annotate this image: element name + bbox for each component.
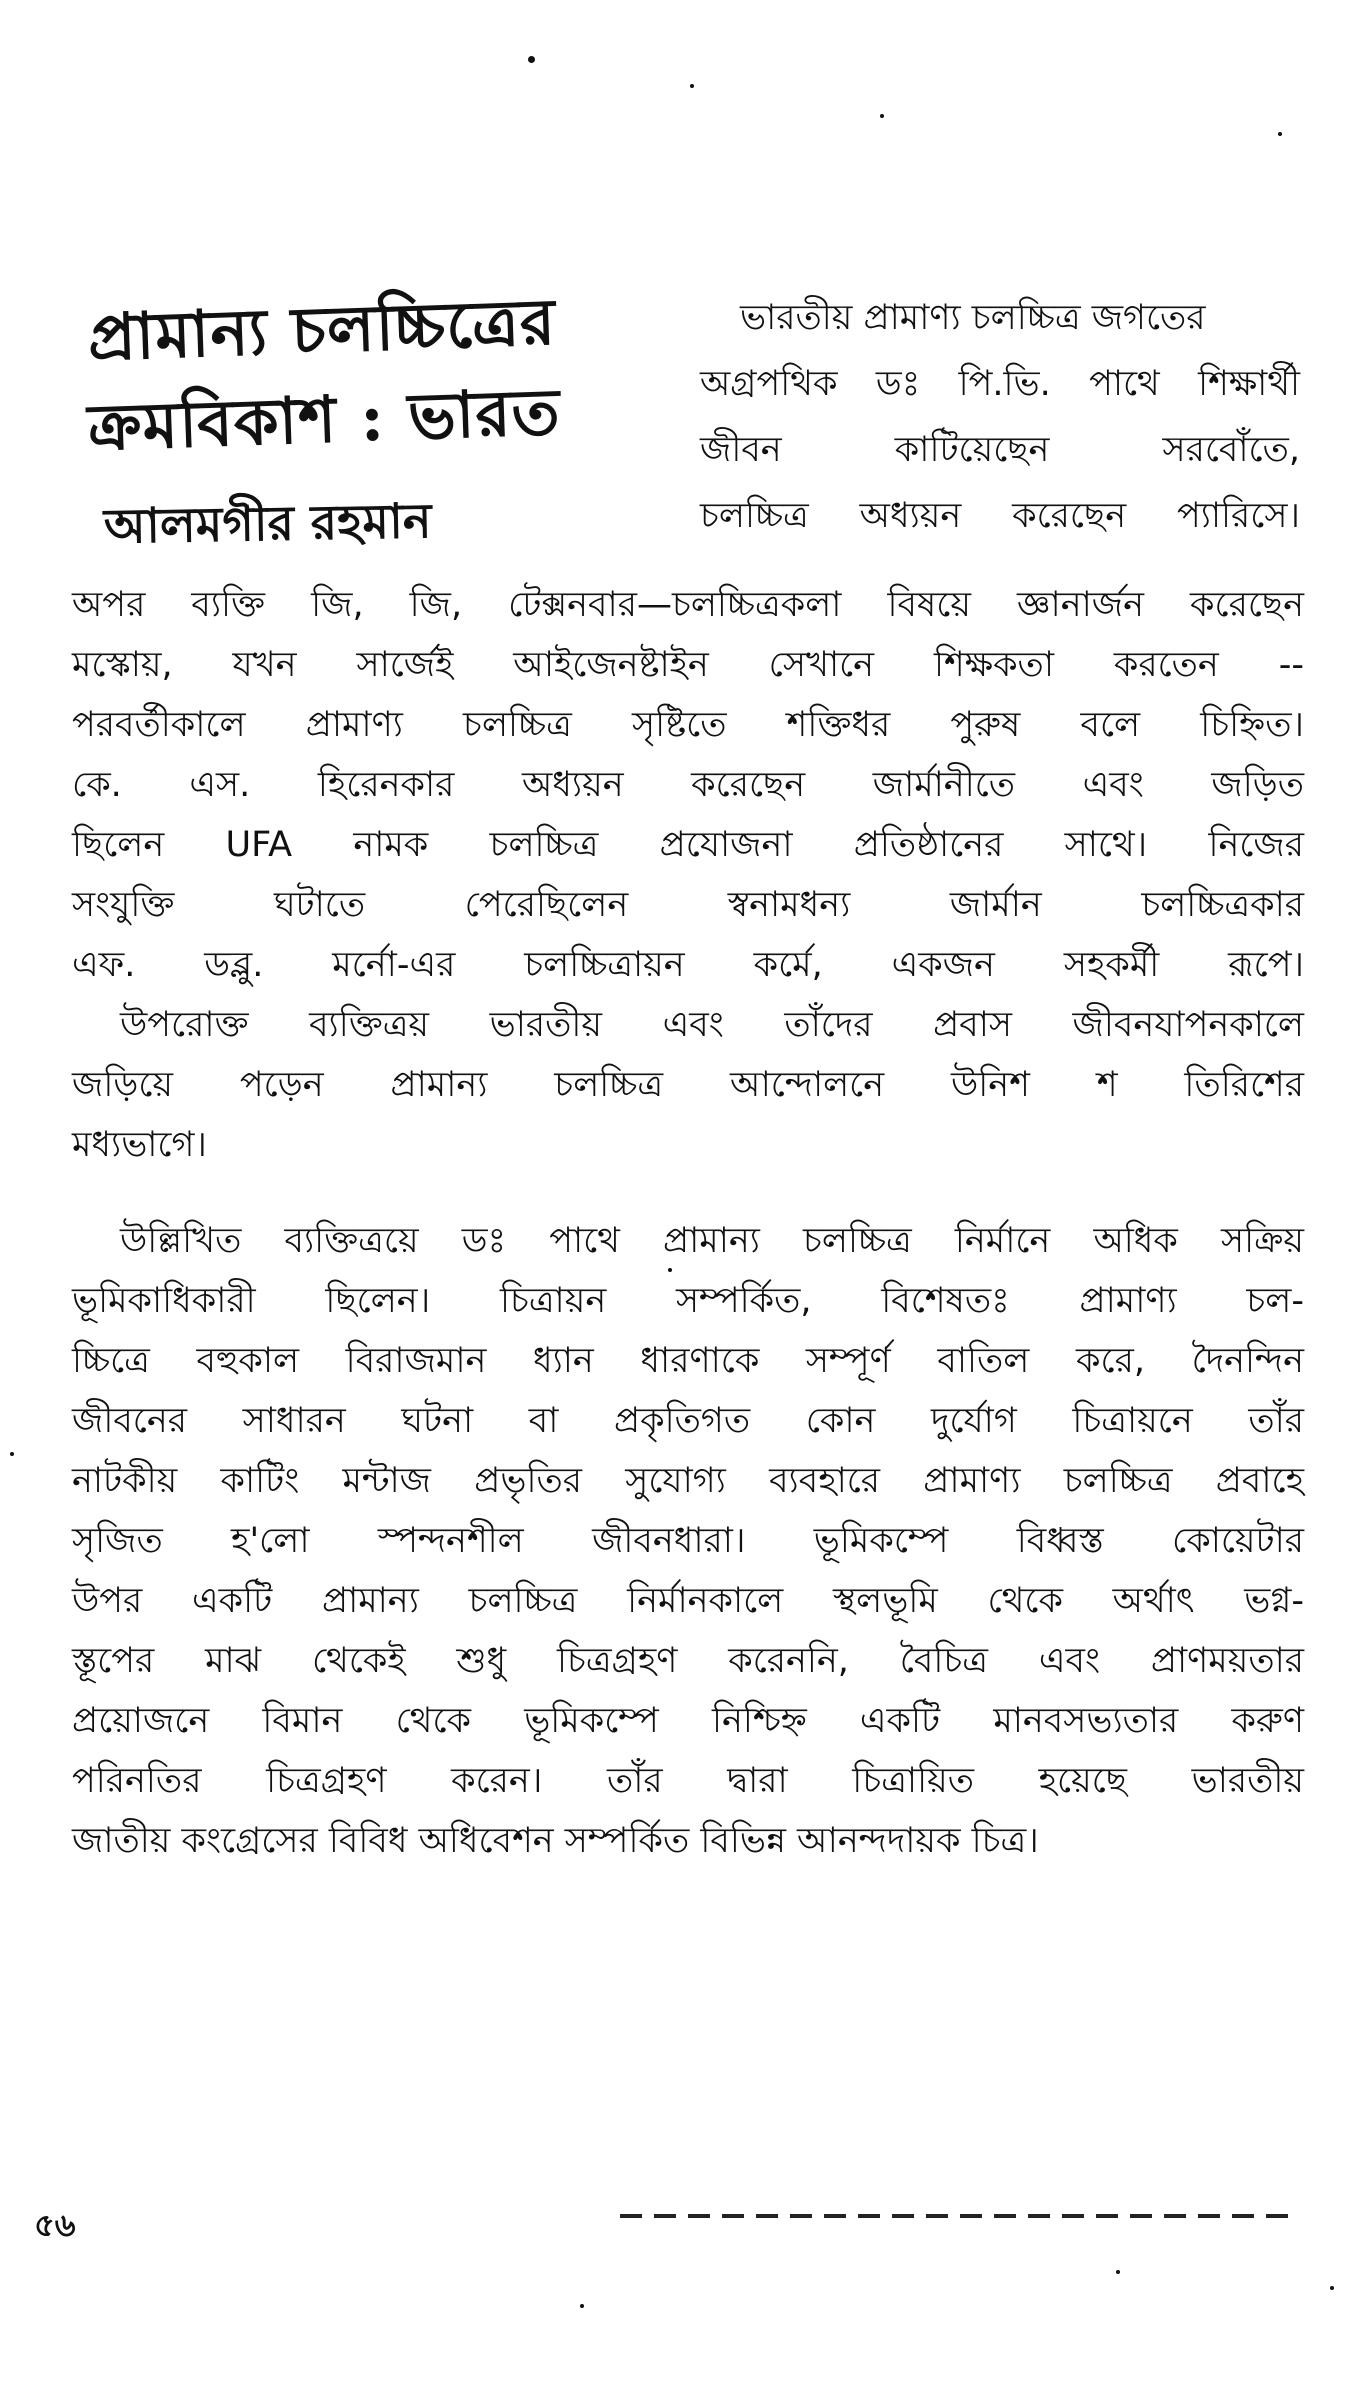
intro-paragraph (700, 285, 1300, 549)
body-paragraph (72, 575, 1304, 995)
body-line: জাতীয় কংগ্রেসের বিবিধ অধিবেশন সম্পর্কিত বিভিন্ন আনন্দদায়ক চিত্র। (72, 1821, 1039, 1861)
body-line: পরবর্তীকালে প্রামাণ্য চলচ্চিত্র সৃষ্টিতে শক্তিধর পুরুষ বলে চিহ্নিত। (72, 705, 1304, 745)
body-line: ছিলেন UFA নামক চলচ্চিত্র প্রযোজনা প্রতিষ্ঠানের সাথে। নিজের (72, 825, 1304, 865)
body-line: কে. এস. হিরেনকার অধ্যয়ন করেছেন জার্মানীতে এবং জড়িত (72, 765, 1304, 805)
body-line: মস্কোয়, যখন সার্জেই আইজেনষ্টাইন সেখানে শিক্ষকতা করতেন -- (72, 645, 1304, 685)
body-line: স্তূপের মাঝ থেকেই শুধু চিত্রগ্রহণ করেননি, বৈচিত্র এবং প্রাণময়তার (72, 1641, 1304, 1681)
article-body (72, 575, 1304, 1871)
body-line: এফ. ডব্লু. মর্নো-এর চলচ্চিত্রায়ন কর্মে, একজন সহকর্মী রূপে। (72, 945, 1304, 985)
scan-speck (690, 84, 694, 88)
intro-line: অগ্রপথিক ডঃ পি.ভি. পাথে শিক্ষার্থী (700, 364, 1300, 404)
intro-line: ভারতীয় প্রামাণ্য চলচ্চিত্র জগতের (740, 298, 1206, 338)
intro-line: চলচ্চিত্র অধ্যয়ন করেছেন প্যারিসে। (700, 496, 1300, 536)
body-line: চ্চিত্রে বহুকাল বিরাজমান ধ্যান ধারণাকে সম্পূর্ণ বাতিল করে, দৈনন্দিন (72, 1341, 1304, 1381)
article-title-block (86, 284, 688, 590)
body-line: ভূমিকাধিকারী ছিলেন। চিত্রায়ন সম্পর্কিত, বিশেষতঃ প্রামাণ্য চল- (72, 1281, 1304, 1321)
body-line: উল্লিখিত ব্যক্তিত্রয়ে ডঃ পাথে প্রামান্য চলচ্চিত্র নির্মানে অধিক সক্রিয় (120, 1221, 1304, 1261)
body-paragraph (72, 1211, 1304, 1871)
body-line: জড়িয়ে পড়েন প্রামান্য চলচ্চিত্র আন্দোলনে উনিশ শ তিরিশের (72, 1065, 1304, 1105)
body-line: অপর ব্যক্তি জি, জি, টেক্সনবার—চলচ্চিত্রকলা বিষয়ে জ্ঞানার্জন করেছেন (72, 585, 1304, 625)
body-line: মধ্যভাগে। (72, 1125, 207, 1165)
article-title-line-2: ক্রমবিকাশ : ভারত (86, 374, 562, 466)
body-paragraph (72, 995, 1304, 1175)
page-number: ৫৬ (34, 2206, 76, 2244)
article-title-line-1: প্রামান্য চলচ্চিত্রের (86, 284, 558, 376)
body-line: পরিনতির চিত্রগ্রহণ করেন। তাঁর দ্বারা চিত্রায়িত হয়েছে ভারতীয় (72, 1761, 1304, 1801)
intro-line: জীবন কাটিয়েছেন সরবোঁতে, (700, 430, 1300, 470)
scan-speck (1330, 2286, 1334, 2290)
body-line: নাটকীয় কাটিং মন্টাজ প্রভৃতির সুযোগ্য ব্যবহারে প্রামাণ্য চলচ্চিত্র প্রবাহে (72, 1461, 1304, 1501)
scan-speck (1278, 132, 1282, 136)
body-line: উপর একটি প্রামান্য চলচ্চিত্র নির্মানকালে স্থলভূমি থেকে অর্থাৎ ভগ্ন- (72, 1581, 1304, 1621)
footer-divider (620, 2214, 1300, 2218)
body-line: সৃজিত হ'লো স্পন্দনশীল জীবনধারা। ভূমিকম্পে বিধ্বস্ত কোয়েটার (72, 1521, 1304, 1561)
article-author: আলমগীর রহমান (103, 493, 433, 555)
body-line: জীবনের সাধারন ঘটনা বা প্রকৃতিগত কোন দুর্যোগ চিত্রায়নে তাঁর (72, 1401, 1304, 1441)
scan-speck (1116, 2270, 1120, 2274)
scan-speck (528, 56, 535, 63)
scan-speck (10, 1452, 14, 1456)
scan-speck (580, 2304, 584, 2308)
body-line: প্রয়োজনে বিমান থেকে ভূমিকম্পে নিশ্চিহ্ন একটি মানবসভ্যতার করুণ (72, 1701, 1304, 1741)
body-line: সংযুক্তি ঘটাতে পেরেছিলেন স্বনামধন্য জার্মান চলচ্চিত্রকার (72, 885, 1304, 925)
body-line: উপরোক্ত ব্যক্তিত্রয় ভারতীয় এবং তাঁদের প্রবাস জীবনযাপনকালে (120, 1005, 1304, 1045)
scan-speck (880, 114, 884, 118)
